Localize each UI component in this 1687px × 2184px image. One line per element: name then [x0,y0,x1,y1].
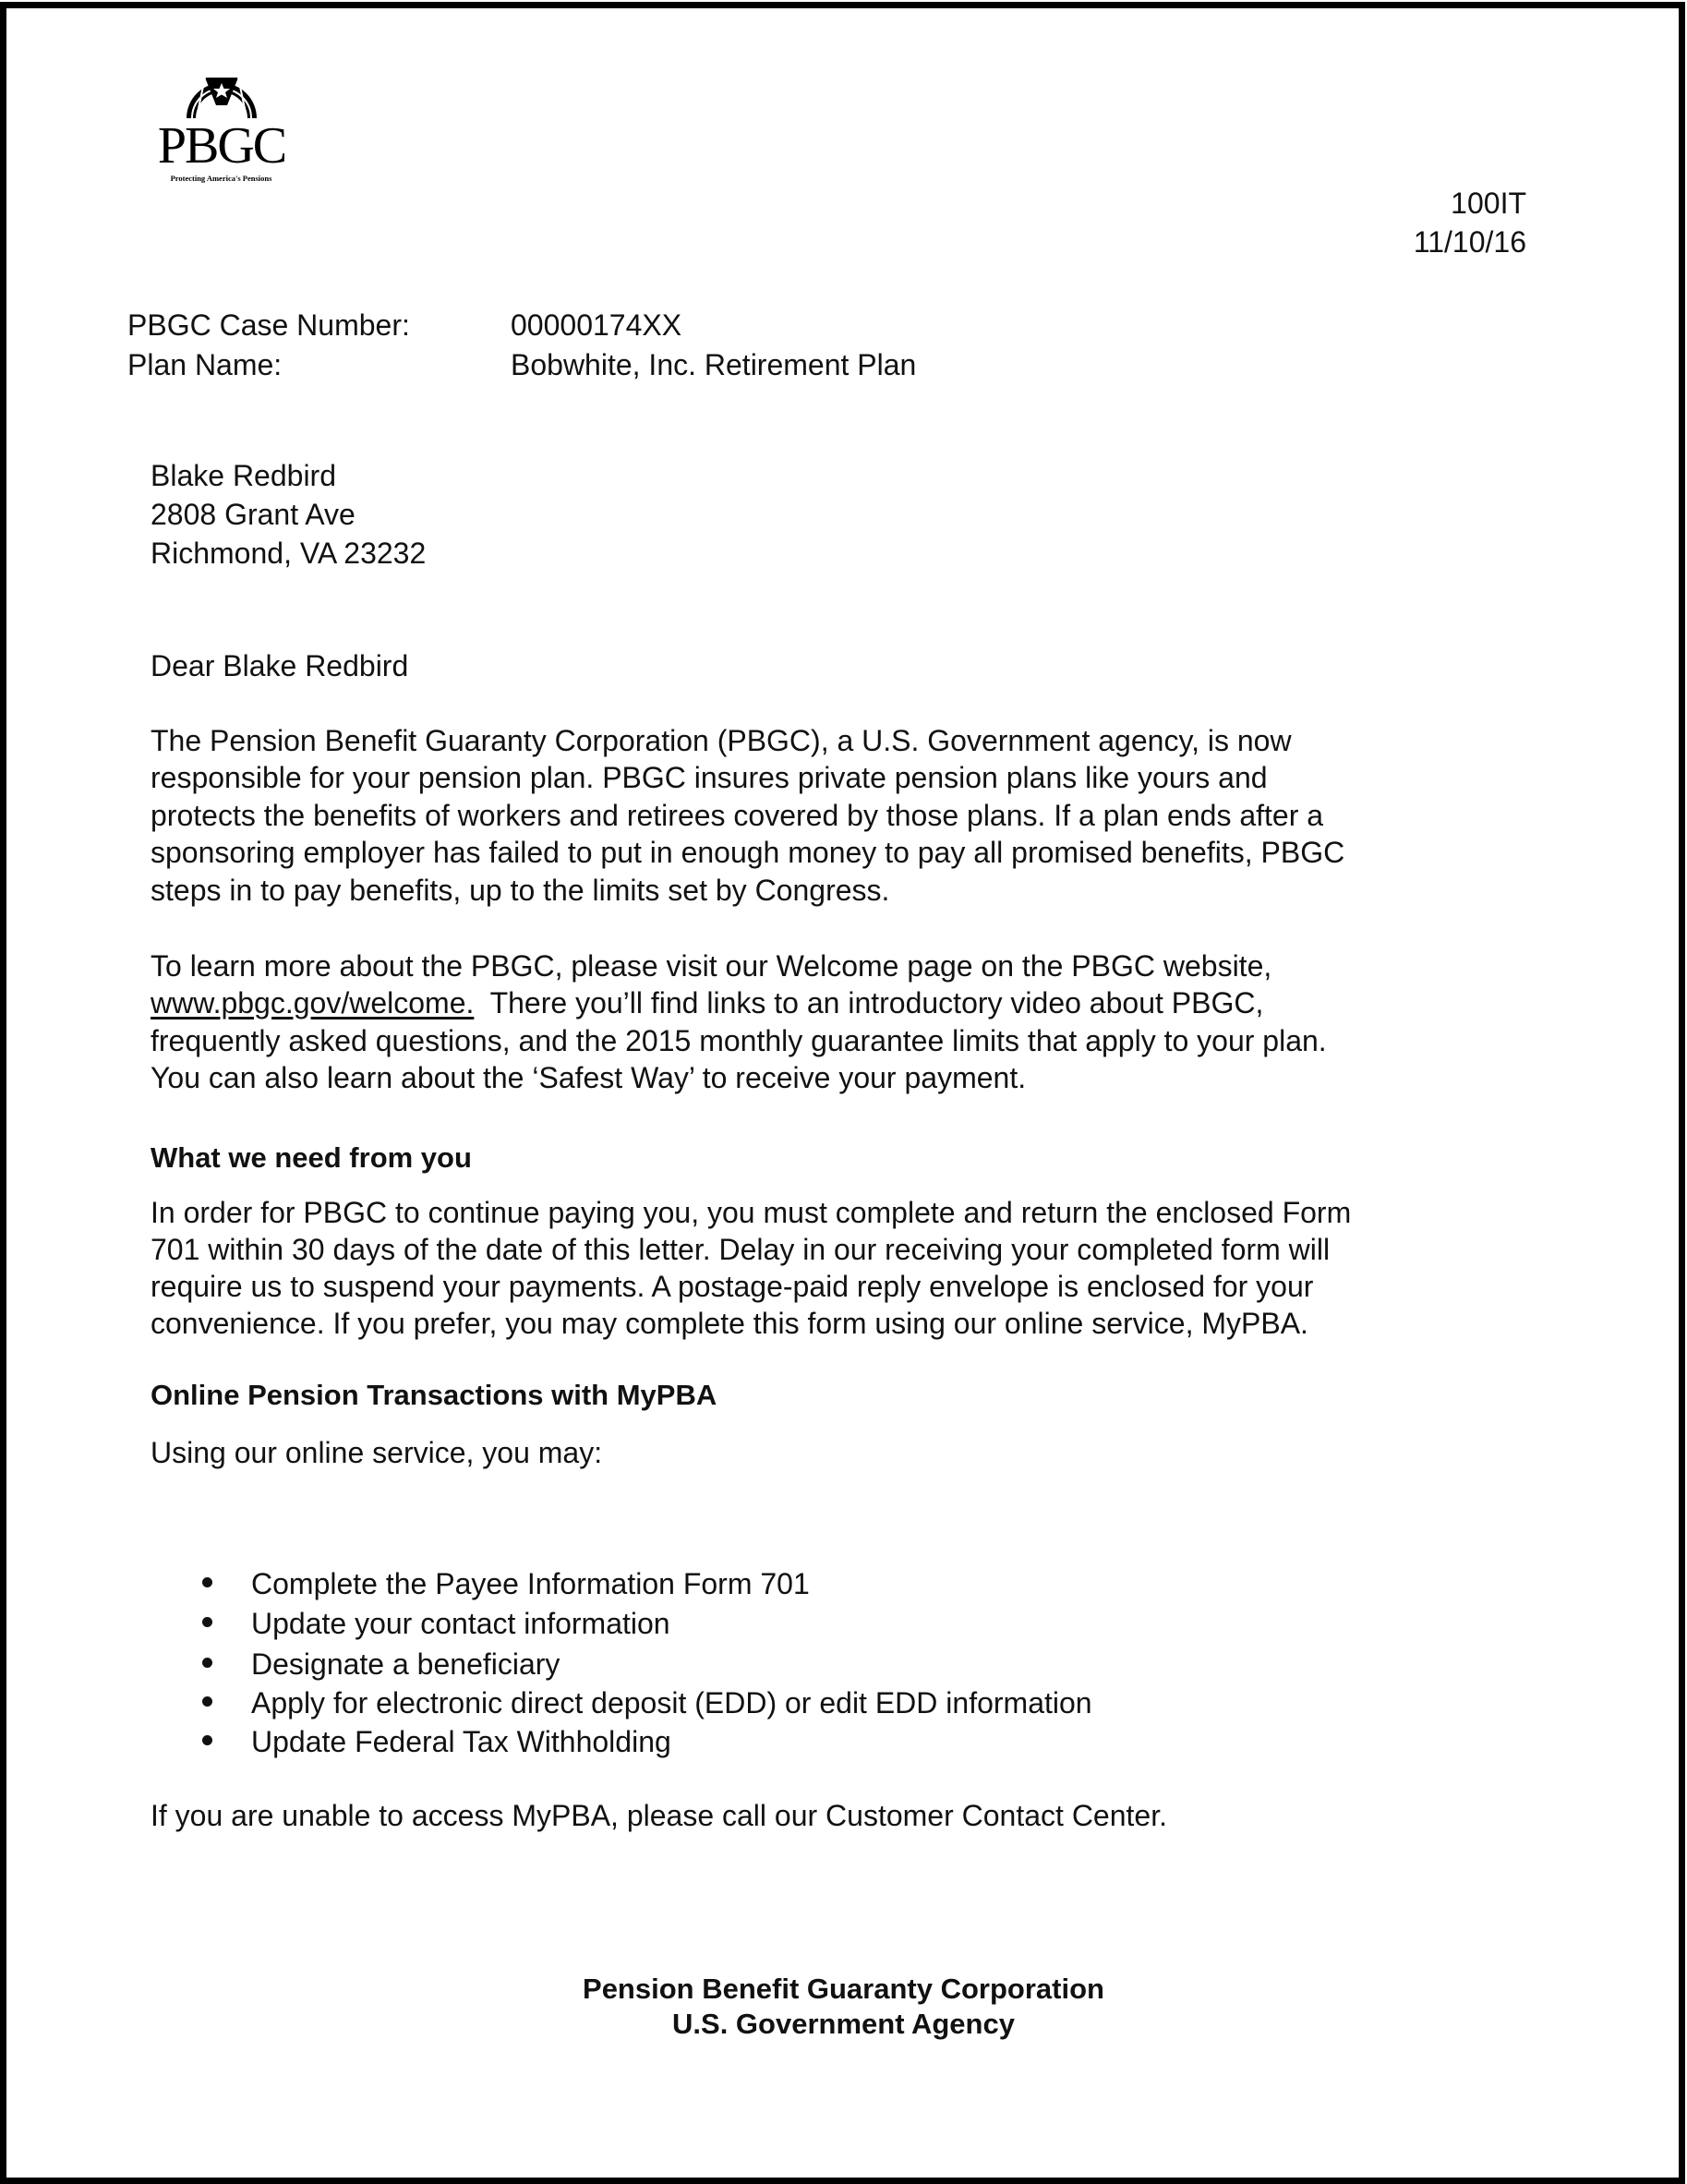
paragraph-line-rest: There you’ll find links to an introductory video about PBGC, [474,986,1264,1020]
paragraph-line: The Pension Benefit Guaranty Corporation (PBGC), a U.S. Government agency, is now [151,724,1292,757]
bullet-icon [202,1617,212,1627]
pbgc-logo [148,76,295,187]
paragraph-line: In order for PBGC to continue paying you, you must complete and return the enclosed Form [151,1196,1352,1229]
section-heading-online-transactions: Online Pension Transactions with MyPBA [151,1379,717,1411]
footer-agency: U.S. Government Agency [672,2008,1015,2040]
form-code: 100IT [1451,187,1526,220]
list-item-label: Apply for electronic direct deposit (EDD) or edit EDD information [251,1686,1092,1719]
paragraph-line: 701 within 30 days of the date of this letter. Delay in our receiving your completed form will [151,1233,1331,1266]
bullet-icon [202,1735,212,1745]
list-item-label: Designate a beneficiary [251,1647,560,1681]
letter-date: 11/10/16 [1413,225,1526,259]
recipient-city-state-zip: Richmond, VA 23232 [151,537,427,570]
paragraph-line: protects the benefits of workers and retirees covered by those plans. If a plan ends after a [151,799,1324,832]
section-heading-what-we-need: What we need from you [151,1141,472,1174]
logo-tagline: Protecting America's Pensions [170,174,272,183]
paragraph-line: sponsoring employer has failed to put in enough money to pay all promised benefits, PBGC [151,836,1345,869]
paragraph-line: frequently asked questions, and the 2015 monthly guarantee limits that apply to your plan. [151,1024,1327,1057]
recipient-name: Blake Redbird [151,459,336,492]
list-item-label: Complete the Payee Information Form 701 [251,1567,810,1600]
salutation: Dear Blake Redbird [151,649,409,682]
welcome-link[interactable]: www.pbgc.gov/welcome. [151,986,475,1020]
paragraph-line: require us to suspend your payments. A postage-paid reply envelope is enclosed for your [151,1270,1314,1303]
bullet-icon [202,1577,212,1587]
case-number-label: PBGC Case Number: [127,308,410,342]
list-item-label: Update Federal Tax Withholding [251,1725,671,1758]
pbgc-arch-star-icon [148,76,295,122]
recipient-street: 2808 Grant Ave [151,498,355,531]
paragraph-line: You can also learn about the ‘Safest Way’ to receive your payment. [151,1061,1027,1094]
paragraph-line: convenience. If you prefer, you may complete this form using our online service, MyPBA. [151,1307,1308,1340]
list-item-label: Update your contact information [251,1607,670,1640]
bullet-icon [202,1696,212,1707]
online-intro: Using our online service, you may: [151,1436,603,1469]
logo-wordmark: PBGC [157,117,286,175]
footer-organization: Pension Benefit Guaranty Corporation [583,1973,1104,2005]
closing-line: If you are unable to access MyPBA, please call our Customer Contact Center. [151,1799,1167,1832]
plan-name-value: Bobwhite, Inc. Retirement Plan [511,348,917,381]
paragraph-line [151,988,1263,1018]
plan-name-label: Plan Name: [127,348,283,381]
paragraph-line: To learn more about the PBGC, please visit our Welcome page on the PBGC website, [151,949,1272,983]
paragraph-line: responsible for your pension plan. PBGC insures private pension plans like yours and [151,761,1268,794]
case-number-value: 00000174XX [511,308,682,342]
bullet-icon [202,1658,212,1668]
paragraph-line: steps in to pay benefits, up to the limits set by Congress. [151,874,890,907]
